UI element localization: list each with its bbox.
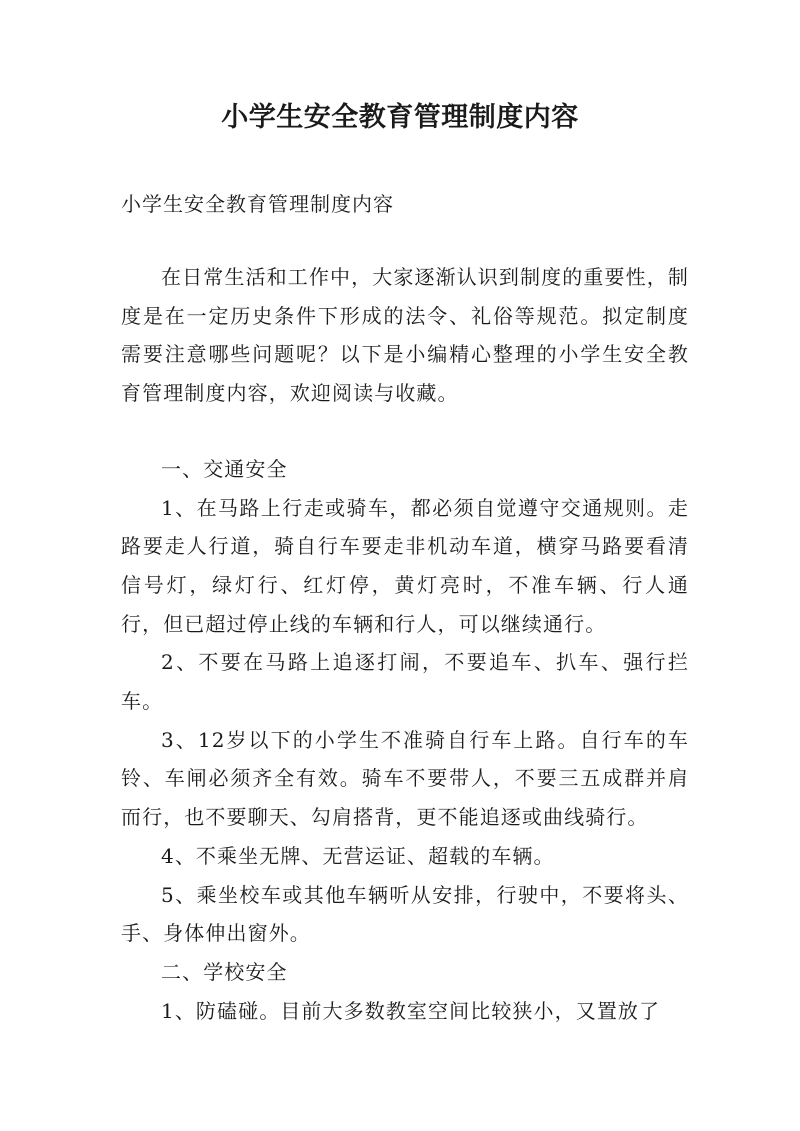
- traffic-rule-5: 5、乘坐校车或其他车辆听从安排，行驶中，不要将头、手、身体伸出窗外。: [121, 882, 689, 946]
- school-rule-1: 1、防磕碰。目前大多数教室空间比较狭小，又置放了: [161, 998, 661, 1023]
- document-title: 小学生安全教育管理制度内容: [221, 102, 579, 133]
- traffic-rule-1: 1、在马路上行走或骑车，都必须自觉遵守交通规则。走路要走人行道，骑自行车要走非机动车道，横穿马路要看清信号灯，绿灯行、红灯停，黄灯亮时，不准车辆、行人通行，但已超过停止线的车辆和行人，可以继续通行。: [121, 495, 689, 636]
- document-subtitle: 小学生安全教育管理制度内容: [121, 192, 394, 216]
- traffic-rule-4: 4、不乘坐无牌、无营运证、超载的车辆。: [161, 843, 555, 868]
- section-heading-traffic-safety: 一、交通安全: [161, 456, 288, 481]
- intro-paragraph: 在日常生活和工作中，大家逐渐认识到制度的重要性，制度是在一定历史条件下形成的法令、礼俗等规范。拟定制度需要注意哪些问题呢？以下是小编精心整理的小学生安全教育管理制度内容，欢迎阅读与收藏。: [121, 265, 689, 406]
- document-body: [121, 258, 689, 1030]
- section-heading-school-safety: 二、学校安全: [161, 959, 288, 984]
- paragraph-gap: [121, 413, 689, 450]
- traffic-rule-3: 3、12岁以下的小学生不准骑自行车上路。自行车的车铃、车闸必须齐全有效。骑车不要带人，不要三五成群并肩而行，也不要聊天、勾肩搭背，更不能追逐或曲线骑行。: [121, 727, 689, 830]
- traffic-rule-2: 2、不要在马路上追逐打闹，不要追车、扒车、强行拦车。: [121, 650, 689, 714]
